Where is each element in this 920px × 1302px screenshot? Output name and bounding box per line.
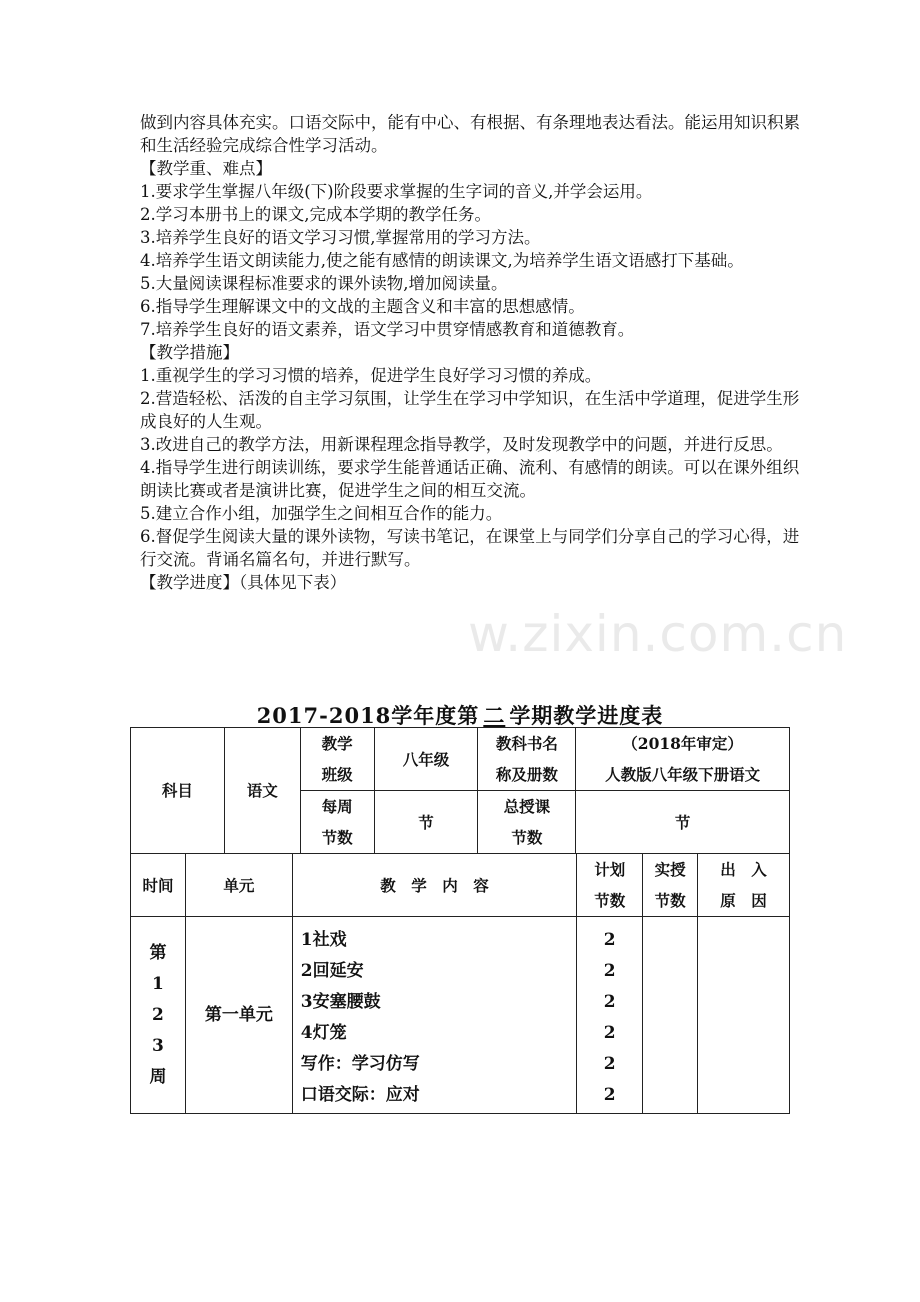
header-actual-line1: 实授 <box>654 860 686 879</box>
book-label-line2: 称及册数 <box>495 765 558 784</box>
planned-count: 2 <box>603 1054 616 1074</box>
paragraph: 1.要求学生掌握八年级(下)阶段要求掌握的生字词的音义,并学会运用。 <box>140 182 653 201</box>
reason-cell <box>698 917 790 1114</box>
paragraph: 3.培养学生良好的语文学习习惯,掌握常用的学习方法。 <box>140 228 541 247</box>
paragraph: 做到内容具体充实。口语交际中，能有中心、有根据、有条理地表达看法。能运用知识积累和生活经验完成综合性学习活动。 <box>140 113 800 155</box>
week-line: 1 <box>152 973 164 994</box>
subject-label: 科目 <box>131 728 225 854</box>
week-line: 2 <box>152 1004 164 1025</box>
total-label-line2: 节数 <box>511 828 543 847</box>
paragraph: 4.指导学生进行朗读训练，要求学生能普通话正确、流利、有感情的朗读。可以在课外组织朗读比赛或者是演讲比赛，促进学生之间的相互交流。 <box>140 458 800 500</box>
title-prefix: 2017-2018学年度第 <box>256 703 480 728</box>
section-heading-key-points: 【教学重、难点】 <box>140 159 272 178</box>
lesson-item: 4灯笼 <box>300 1023 347 1043</box>
header-planned <box>577 854 643 917</box>
title-semester-blank: 二 <box>483 703 506 728</box>
paragraph: 6.指导学生理解课文中的文战的主题含义和丰富的思想感情。 <box>140 297 585 316</box>
book-label-line1: 教科书名 <box>495 734 558 753</box>
planned-cell <box>577 917 643 1114</box>
paragraph: 5.大量阅读课程标准要求的课外读物,增加阅读量。 <box>140 274 508 293</box>
class-label-line1: 教学 <box>321 734 353 753</box>
paragraph: 5.建立合作小组，加强学生之间相互合作的能力。 <box>140 504 503 523</box>
book-label <box>478 728 576 791</box>
week-cell <box>131 917 186 1114</box>
week-line: 周 <box>149 1066 167 1087</box>
weekly-label-line1: 每周 <box>321 797 353 816</box>
section-heading-progress: 【教学进度】（具体见下表） <box>140 573 347 592</box>
header-actual-line2: 节数 <box>654 891 686 910</box>
total-value: 节 <box>576 791 790 854</box>
weekly-label <box>300 791 374 854</box>
planned-count: 2 <box>603 1085 616 1105</box>
schedule-table <box>130 853 790 1114</box>
lesson-item: 1社戏 <box>300 930 347 950</box>
actual-cell <box>643 917 698 1114</box>
weekly-value: 节 <box>374 791 478 854</box>
total-label-line1: 总授课 <box>503 797 551 816</box>
lesson-item: 口语交际：应对 <box>300 1085 420 1105</box>
content-cell <box>292 917 577 1114</box>
book-value-line1: （2018年审定） <box>622 734 743 753</box>
header-content: 教 学 内 容 <box>292 854 577 917</box>
paragraph: 3.改进自己的教学方法，用新课程理念指导教学，及时发现教学中的问题，并进行反思。 <box>140 435 783 454</box>
weekly-label-line2: 节数 <box>321 828 353 847</box>
header-planned-line1: 计划 <box>594 860 626 879</box>
book-value-line2: 人教版八年级下册语文 <box>605 765 761 784</box>
week-line: 第 <box>149 942 167 963</box>
header-reason-line2: 原 因 <box>720 891 767 910</box>
class-value: 八年级 <box>374 728 478 791</box>
title-suffix: 学期教学进度表 <box>509 703 664 728</box>
lesson-item: 写作：学习仿写 <box>300 1054 420 1074</box>
header-planned-line2: 节数 <box>594 891 626 910</box>
paragraph: 4.培养学生语文朗读能力,使之能有感情的朗读课文,为培养学生语文语感打下基础。 <box>140 251 744 270</box>
planned-count: 2 <box>603 930 616 950</box>
course-info-table <box>130 727 790 854</box>
table-row <box>131 917 790 1114</box>
lesson-item: 2回延安 <box>300 961 364 981</box>
planned-count: 2 <box>603 1023 616 1043</box>
paragraph: 6.督促学生阅读大量的课外读物，写读书笔记，在课堂上与同学们分享自己的学习心得，进行交流。背诵名篇名句，并进行默写。 <box>140 527 800 569</box>
week-line: 3 <box>152 1035 164 1056</box>
header-time: 时间 <box>131 854 186 917</box>
book-value <box>576 728 790 791</box>
section-heading-measures: 【教学措施】 <box>140 343 239 362</box>
schedule-title <box>130 700 790 730</box>
paragraph: 7.培养学生良好的语文素养，语文学习中贯穿情感教育和道德教育。 <box>140 320 635 339</box>
subject-value: 语文 <box>224 728 300 854</box>
watermark: w.zixin.com.cn <box>468 605 848 663</box>
unit-cell: 第一单元 <box>185 917 292 1114</box>
header-actual <box>643 854 698 917</box>
class-label <box>300 728 374 791</box>
paragraph: 1.重视学生的学习习惯的培养，促进学生良好学习习惯的养成。 <box>140 366 602 385</box>
planned-count: 2 <box>603 992 616 1012</box>
total-label <box>478 791 576 854</box>
header-reason-line1: 出 入 <box>720 860 767 879</box>
header-reason <box>698 854 790 917</box>
paragraph: 2.营造轻松、活泼的自主学习氛围，让学生在学习中学知识，在生活中学道理，促进学生形成良好的人生观。 <box>140 389 800 431</box>
lesson-item: 3安塞腰鼓 <box>300 992 381 1012</box>
paragraph: 2.学习本册书上的课文,完成本学期的教学任务。 <box>140 205 491 224</box>
class-label-line2: 班级 <box>321 765 353 784</box>
planned-count: 2 <box>603 961 616 981</box>
schedule-header-row <box>131 854 790 917</box>
body-text <box>140 111 800 594</box>
header-unit: 单元 <box>185 854 292 917</box>
